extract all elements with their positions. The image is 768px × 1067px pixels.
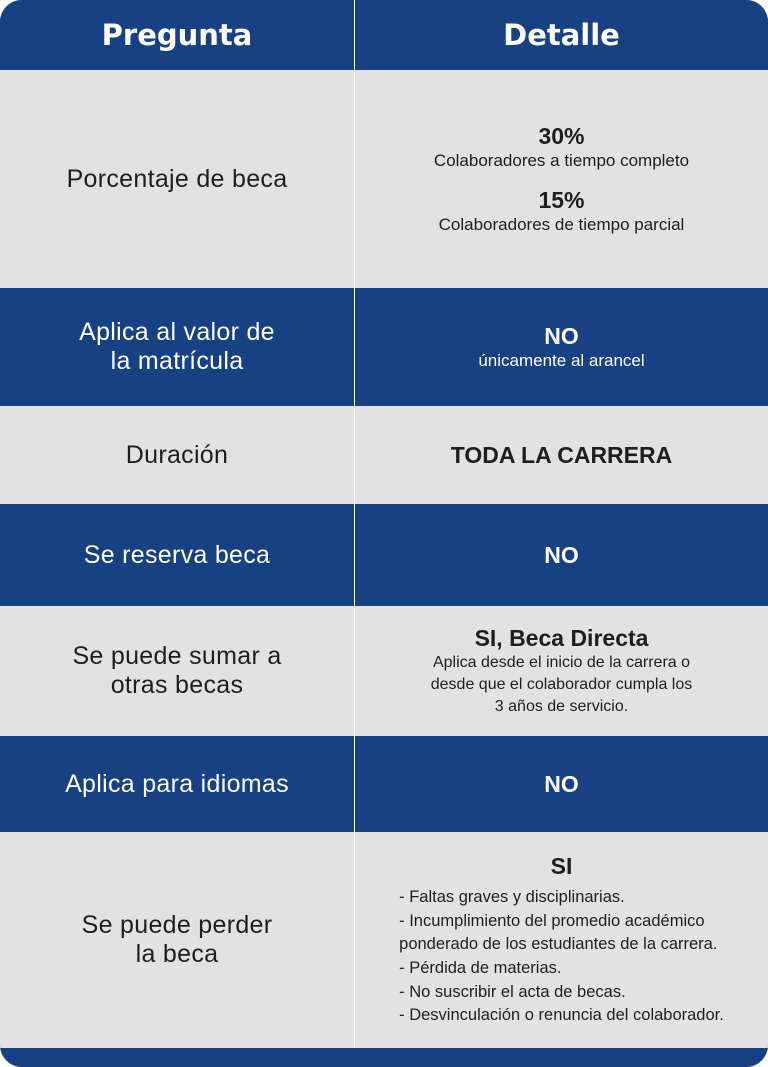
table-row (0, 70, 768, 288)
question-text: Aplica al valor de la matrícula (79, 318, 275, 375)
list-item: - Pérdida de materias. (399, 959, 562, 977)
list-item: - No suscribir el acta de becas. (399, 982, 626, 1001)
detail-cell (354, 736, 768, 832)
question-text: Porcentaje de beca (66, 164, 288, 193)
detail-value: SI, Beca Directa (474, 625, 649, 651)
question-cell (0, 288, 354, 406)
question-text: Duración (125, 440, 229, 469)
detail-line: Aplica desde el inicio de la carrera o (432, 654, 691, 671)
question-text: Se puede sumar a otras becas (72, 642, 282, 699)
column-header-pregunta: Pregunta (101, 18, 253, 52)
detail-value: 30% (538, 123, 585, 149)
table-row (0, 288, 768, 406)
question-cell (0, 606, 354, 736)
detail-cell (354, 70, 768, 288)
table-row (0, 504, 768, 606)
question-cell (0, 70, 354, 288)
list-item: - Faltas graves y disciplinarias. (399, 888, 625, 907)
detail-cell (354, 606, 768, 736)
table-footer-bar (0, 1048, 768, 1067)
table-row (0, 606, 768, 736)
detail-line: 3 años de servicio. (494, 698, 629, 715)
column-header-detalle: Detalle (503, 18, 620, 52)
detail-value: 15% (538, 187, 585, 213)
detail-cell (354, 406, 768, 504)
list-item: - Incumplimiento del promedio académico (399, 911, 705, 930)
detail-cell (354, 504, 768, 606)
detail-description: únicamente al arancel (478, 351, 645, 370)
detail-value: TODA LA CARRERA (450, 442, 673, 468)
detail-description: Colaboradores de tiempo parcial (438, 215, 685, 234)
question-text: Se reserva beca (83, 540, 271, 569)
detail-value: NO (544, 771, 579, 797)
header-cell-pregunta (0, 0, 354, 70)
loss-conditions-list (399, 886, 724, 1028)
question-cell (0, 406, 354, 504)
question-text: Se puede perder la beca (81, 911, 273, 968)
detail-cell (354, 288, 768, 406)
detail-value: SI (550, 853, 573, 880)
detail-value: NO (544, 323, 579, 349)
table-row (0, 736, 768, 832)
question-text: Aplica para idiomas (65, 769, 289, 798)
detail-description: Colaboradores a tiempo completo (433, 151, 690, 170)
table-header (0, 0, 768, 70)
table-row (0, 832, 768, 1048)
question-cell (0, 832, 354, 1048)
detail-line: desde que el colaborador cumpla los (430, 676, 693, 693)
detail-value: NO (544, 542, 579, 568)
detail-cell (354, 832, 768, 1048)
list-item: ponderado de los estudiantes de la carrera. (399, 935, 718, 954)
question-cell (0, 504, 354, 606)
question-cell (0, 736, 354, 832)
table-row (0, 406, 768, 504)
header-cell-detalle (354, 0, 768, 70)
list-item: - Desvinculación o renuncia del colaborador. (399, 1006, 724, 1025)
